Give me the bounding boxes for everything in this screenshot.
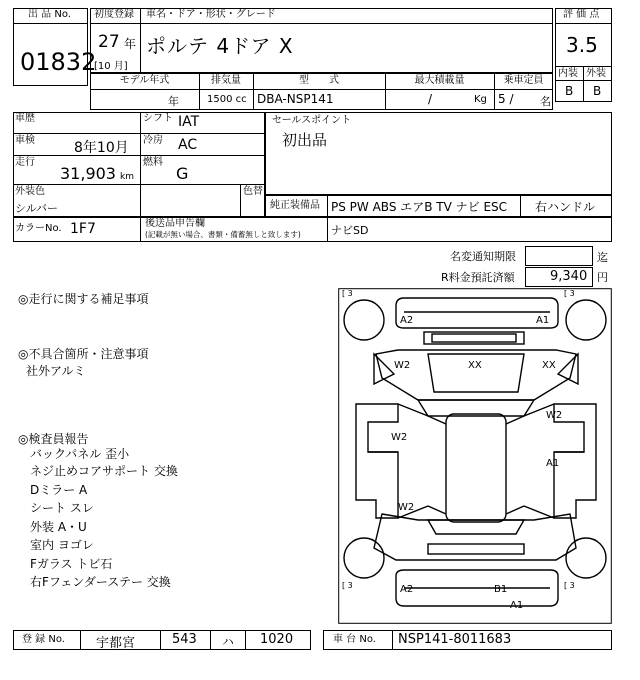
inspector-item: バックパネル 歪小 [30, 447, 130, 461]
color-number: 1F7 [70, 221, 96, 237]
tire-front-right [566, 300, 606, 340]
capacity: 5 / [498, 92, 514, 106]
defect-item: 社外アルミ [26, 364, 86, 378]
recycle-fee-unit: 円 [597, 271, 608, 284]
chassis-number: NSP141-8011683 [398, 632, 512, 647]
equipment: PS PW ABS エアB TV ナビ ESC [331, 200, 508, 214]
damage-mark: W2 [546, 410, 563, 421]
name-change-deadline-label: 名変通知期限 [450, 250, 516, 263]
color-docs-row [13, 217, 612, 242]
lot-number: 01832 [20, 48, 97, 76]
inspector-item: 外装 A・U [30, 520, 87, 534]
displacement-label: 排気量 [211, 75, 241, 86]
damage-mark: A1 [546, 458, 560, 469]
tire-tread-rl: [ 3 [342, 581, 353, 590]
steering-side: 右ハンドル [535, 200, 596, 214]
mileage-label: 走行 [15, 157, 35, 168]
inspector-item: Fガラス トビ石 [30, 557, 113, 571]
model-code-label: 型 式 [299, 75, 339, 86]
recolor-label: 色替 [243, 186, 263, 197]
first-registration-month: [10 月] [94, 61, 128, 72]
model-code: DBA-NSP141 [257, 92, 334, 106]
right-side [554, 404, 596, 518]
first-registration-year: 27 [98, 32, 120, 52]
grade-label: 評 価 点 [563, 9, 600, 20]
fuel-label: 燃料 [143, 157, 163, 168]
fuel: G [176, 164, 189, 183]
tire-rear-left [344, 538, 384, 578]
damage-mark: XX [468, 360, 482, 371]
registration-number: 1020 [260, 632, 294, 647]
equipment-label: 純正装備品 [270, 200, 320, 211]
left-side [356, 404, 398, 518]
delivery-docs-value: ナビSD [331, 224, 369, 237]
exterior-color-label: 外装色 [15, 186, 45, 197]
trunk [374, 514, 576, 560]
ac-label: 冷房 [143, 135, 163, 146]
damage-mark: A2 [400, 315, 414, 326]
damage-mark: W2 [398, 502, 415, 513]
shift-label: シフト [143, 113, 173, 124]
front-bumper [396, 298, 558, 328]
model-year-label: モデル年式 [119, 75, 170, 86]
car-damage-diagram [338, 288, 612, 624]
driving-notes-title: ◎走行に関する補足事項 [18, 292, 149, 306]
capacity-label: 乗車定員 [503, 75, 544, 86]
tire-tread-fl: [ 3 [342, 289, 353, 298]
inspector-item: Dミラー A [30, 483, 88, 497]
history-label: 車歴 [15, 113, 35, 124]
damage-mark: W2 [391, 432, 408, 443]
name-change-deadline-field [525, 246, 593, 266]
recycle-fee-label: R料金預託済額 [441, 271, 515, 284]
damage-mark: A1 [536, 315, 550, 326]
car-name-label: 車名・ドア・形状・グレード [146, 9, 276, 20]
recycle-fee: 9,340 [550, 269, 588, 284]
year-unit: 年 [124, 37, 137, 51]
tire-front-left [344, 300, 384, 340]
mileage: 31,903 [60, 164, 116, 183]
damage-mark: B1 [494, 584, 508, 595]
delivery-docs-note: (記載が無い場合、書類・備蓄無しと致します) [145, 230, 301, 239]
max-load-slash: / [428, 92, 433, 106]
capacity-unit: 名 [540, 95, 551, 108]
name-change-unit: 迄 [597, 251, 608, 264]
inspection-expiry: 8年10月 [74, 140, 129, 156]
color-number-label: カラーNo. [15, 223, 62, 234]
first-registration-label: 初度登録 [94, 9, 134, 20]
damage-mark: A2 [400, 584, 414, 595]
registration-area: 宇都宮 [96, 636, 136, 651]
chassis-label: 車 台 No. [333, 634, 376, 645]
model-year-unit: 年 [168, 95, 179, 108]
exterior-grade-label: 外装 [586, 68, 606, 79]
damage-mark: W2 [394, 360, 411, 371]
max-load-label: 最大積載量 [414, 75, 465, 86]
exterior-color: シルバー [15, 202, 58, 215]
inspector-report-title: ◎検査員報告 [18, 432, 89, 446]
registration-class: 543 [172, 632, 197, 647]
sales-point-label: セールスポイント [272, 115, 352, 126]
displacement: 1500 cc [207, 94, 247, 105]
inspector-item: ネジ止めコアサポート 交換 [30, 464, 178, 478]
inspector-item: 室内 ヨゴレ [30, 538, 94, 552]
mileage-unit: km [120, 172, 134, 182]
tire-tread-fr: [ 3 [564, 289, 575, 298]
inspector-item: シート スレ [30, 501, 94, 515]
inspector-item: 右Fフェンダーステー 交換 [30, 575, 171, 589]
tire-rear-right [566, 538, 606, 578]
shift: IAT [178, 114, 200, 130]
damage-mark: A1 [510, 600, 524, 611]
car-name: ポルテ 4ドア X [146, 34, 294, 58]
max-load-unit: Kg [474, 94, 487, 105]
air-conditioning: AC [178, 137, 198, 153]
damage-mark: XX [542, 360, 556, 371]
interior-grade: B [565, 84, 574, 98]
delivery-docs-label: 後送品申告欄 [145, 218, 205, 229]
roof [446, 414, 506, 522]
interior-grade-label: 内装 [558, 68, 578, 79]
exterior-grade: B [593, 84, 602, 98]
inspection-label: 車検 [15, 135, 35, 146]
registration-kana: ハ [222, 635, 235, 649]
defect-notes-title: ◎不具合箇所・注意事項 [18, 347, 149, 361]
sales-point: 初出品 [282, 131, 328, 149]
overall-grade: 3.5 [566, 33, 598, 57]
registration-label: 登 録 No. [22, 634, 65, 645]
lot-number-label: 出 品 No. [28, 9, 71, 20]
tire-tread-rr: [ 3 [564, 581, 575, 590]
